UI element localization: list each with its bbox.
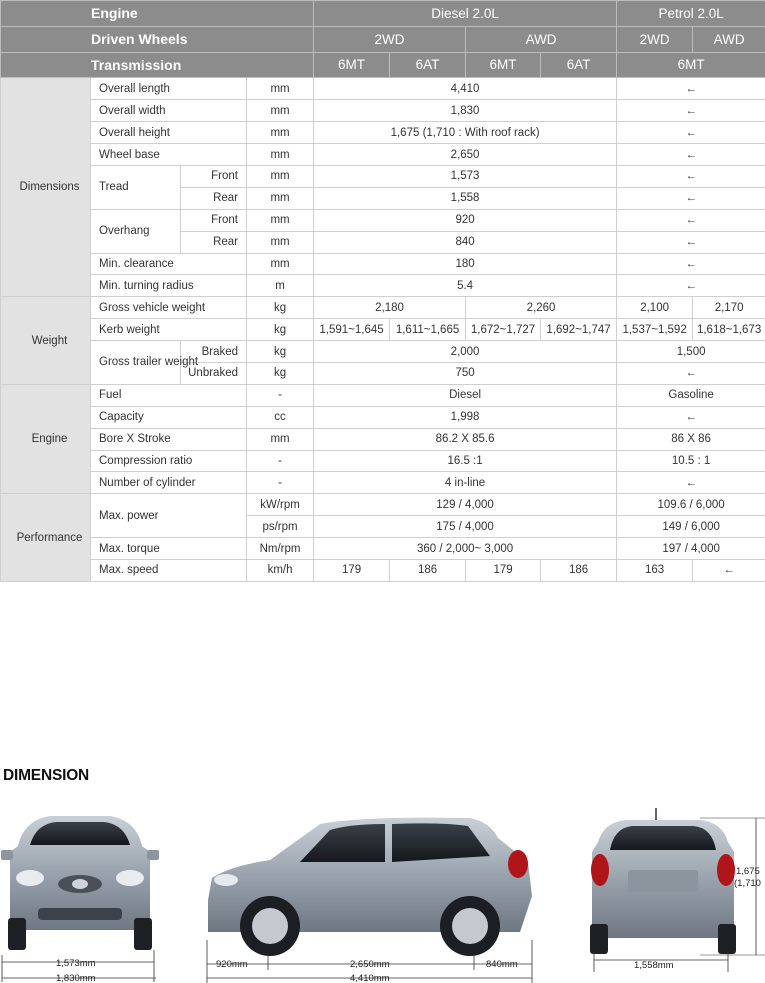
value-petrol: ← bbox=[617, 100, 765, 122]
row-unit: Nm/rpm bbox=[247, 538, 314, 560]
row-unit: mm bbox=[247, 187, 314, 209]
value-diesel: 180 bbox=[314, 253, 617, 275]
value-petrol-2wd: 2,100 bbox=[617, 297, 693, 319]
header-diesel-awd: AWD bbox=[466, 26, 617, 52]
value-diesel: 1,558 bbox=[314, 187, 617, 209]
row-label: Overall width bbox=[91, 100, 247, 122]
row-label: Kerb weight bbox=[91, 319, 247, 341]
header-petrol: Petrol 2.0L bbox=[617, 1, 765, 27]
row-label: Number of cylinder bbox=[91, 472, 247, 494]
row-unit: mm bbox=[247, 253, 314, 275]
row-unit: kg bbox=[247, 362, 314, 384]
group-engine: Engine bbox=[1, 384, 91, 493]
row-unit: kg bbox=[247, 319, 314, 341]
header-trans-3: 6MT bbox=[466, 52, 541, 78]
row-label: Overall length bbox=[91, 78, 247, 100]
row-unit: mm bbox=[247, 144, 314, 166]
row-unit: - bbox=[247, 450, 314, 472]
value-cell: 163 bbox=[617, 559, 693, 581]
row-sublabel: Front bbox=[181, 165, 247, 187]
value-petrol: ← bbox=[617, 253, 765, 275]
header-transmission-row bbox=[1, 52, 765, 78]
row-label: Max. speed bbox=[91, 559, 247, 581]
value-diesel-2wd: 2,180 bbox=[314, 297, 466, 319]
rear-height-label: 1,675 bbox=[736, 866, 760, 877]
value-cell: 1,692~1,747 bbox=[541, 319, 617, 341]
header-petrol-2wd: 2WD bbox=[617, 26, 693, 52]
row-label: Max. power bbox=[91, 494, 247, 538]
value-cell: 186 bbox=[541, 559, 617, 581]
value-cell: 1,591~1,645 bbox=[314, 319, 390, 341]
row-label: Fuel bbox=[91, 384, 247, 406]
row-sublabel: Braked bbox=[181, 341, 247, 363]
side-rear-overhang-label: 840mm bbox=[486, 959, 518, 970]
header-trans-1: 6MT bbox=[314, 52, 390, 78]
header-trans-4: 6AT bbox=[541, 52, 617, 78]
header-trans-2: 6AT bbox=[390, 52, 466, 78]
value-petrol: ← bbox=[617, 209, 765, 231]
value-diesel: 1,830 bbox=[314, 100, 617, 122]
value-cell: 1,537~1,592 bbox=[617, 319, 693, 341]
value-diesel: 840 bbox=[314, 231, 617, 253]
group-performance: Performance bbox=[1, 494, 91, 582]
header-engine-label: Engine bbox=[1, 1, 314, 27]
value-cell: ← bbox=[693, 559, 765, 581]
row-label: Gross vehicle weight bbox=[91, 297, 247, 319]
header-diesel-2wd: 2WD bbox=[314, 26, 466, 52]
row-unit: - bbox=[247, 384, 314, 406]
row-unit: mm bbox=[247, 100, 314, 122]
value-petrol: 197 / 4,000 bbox=[617, 538, 765, 560]
row-unit: mm bbox=[247, 209, 314, 231]
row-label: Overall height bbox=[91, 122, 247, 144]
row-label: Bore X Stroke bbox=[91, 428, 247, 450]
value-petrol: 10.5 : 1 bbox=[617, 450, 765, 472]
row-unit: mm bbox=[247, 122, 314, 144]
value-petrol: 1,500 bbox=[617, 341, 765, 363]
value-petrol: ← bbox=[617, 122, 765, 144]
value-petrol-awd: 2,170 bbox=[693, 297, 765, 319]
header-trans-5: 6MT bbox=[617, 52, 765, 78]
row-unit: mm bbox=[247, 428, 314, 450]
value-petrol: ← bbox=[617, 231, 765, 253]
value-diesel: 750 bbox=[314, 362, 617, 384]
value-diesel: 4 in-line bbox=[314, 472, 617, 494]
row-label: Min. clearance bbox=[91, 253, 247, 275]
rear-height-rack-label: (1,710 bbox=[734, 878, 761, 889]
row-label: Capacity bbox=[91, 406, 247, 428]
table-row bbox=[1, 209, 765, 231]
header-driven-row bbox=[1, 26, 765, 52]
table-row bbox=[1, 122, 765, 144]
table-row bbox=[1, 450, 765, 472]
front-dimension-lines bbox=[2, 950, 156, 983]
row-sublabel: Rear bbox=[181, 187, 247, 209]
row-unit: mm bbox=[247, 231, 314, 253]
row-sublabel: Front bbox=[181, 209, 247, 231]
side-length-label: 4,410mm bbox=[350, 973, 390, 983]
value-petrol: Gasoline bbox=[617, 384, 765, 406]
group-weight: Weight bbox=[1, 297, 91, 385]
header-transmission-label: Transmission bbox=[1, 52, 314, 78]
value-petrol: ← bbox=[617, 472, 765, 494]
value-cell: 1,611~1,665 bbox=[390, 319, 466, 341]
value-cell: 186 bbox=[390, 559, 466, 581]
value-diesel: 16.5 :1 bbox=[314, 450, 617, 472]
table-row bbox=[1, 341, 765, 363]
row-unit: m bbox=[247, 275, 314, 297]
rear-tread-label: 1,558mm bbox=[634, 960, 674, 971]
value-petrol: 149 / 6,000 bbox=[617, 516, 765, 538]
side-wheelbase-label: 2,650mm bbox=[350, 959, 390, 970]
table-row bbox=[1, 472, 765, 494]
value-petrol: 109.6 / 6,000 bbox=[617, 494, 765, 516]
car-rear-view bbox=[590, 808, 736, 954]
table-row bbox=[1, 538, 765, 560]
table-row bbox=[1, 100, 765, 122]
value-diesel: Diesel bbox=[314, 384, 617, 406]
row-unit: kg bbox=[247, 341, 314, 363]
header-petrol-awd: AWD bbox=[693, 26, 765, 52]
row-sublabel: Rear bbox=[181, 231, 247, 253]
group-dimensions: Dimensions bbox=[1, 78, 91, 297]
value-petrol: ← bbox=[617, 187, 765, 209]
table-row bbox=[1, 559, 765, 581]
dimension-title: DIMENSION bbox=[3, 767, 90, 784]
row-label: Compression ratio bbox=[91, 450, 247, 472]
value-diesel: 2,650 bbox=[314, 144, 617, 166]
side-front-overhang-label: 920mm bbox=[216, 959, 248, 970]
value-diesel-awd: 2,260 bbox=[466, 297, 617, 319]
table-row bbox=[1, 144, 765, 166]
table-row bbox=[1, 165, 765, 187]
value-petrol: ← bbox=[617, 275, 765, 297]
row-label: Overhang bbox=[91, 209, 181, 253]
value-diesel: 129 / 4,000 bbox=[314, 494, 617, 516]
value-diesel: 360 / 2,000~ 3,000 bbox=[314, 538, 617, 560]
row-unit: - bbox=[247, 472, 314, 494]
value-diesel: 175 / 4,000 bbox=[314, 516, 617, 538]
table-row bbox=[1, 253, 765, 275]
value-diesel: 2,000 bbox=[314, 341, 617, 363]
table-row bbox=[1, 319, 765, 341]
value-diesel: 1,998 bbox=[314, 406, 617, 428]
value-diesel: 4,410 bbox=[314, 78, 617, 100]
row-label: Min. turning radius bbox=[91, 275, 247, 297]
row-label: Wheel base bbox=[91, 144, 247, 166]
value-petrol: ← bbox=[617, 362, 765, 384]
value-cell: 1,618~1,673 bbox=[693, 319, 765, 341]
row-label: Tread bbox=[91, 165, 181, 209]
row-unit: mm bbox=[247, 78, 314, 100]
table-row bbox=[1, 78, 765, 100]
car-front-view bbox=[1, 816, 159, 950]
value-petrol: ← bbox=[617, 406, 765, 428]
row-label: Max. torque bbox=[91, 538, 247, 560]
row-sublabel: Unbraked bbox=[181, 362, 247, 384]
row-unit: km/h bbox=[247, 559, 314, 581]
value-diesel: 5.4 bbox=[314, 275, 617, 297]
value-petrol: ← bbox=[617, 78, 765, 100]
header-diesel: Diesel 2.0L bbox=[314, 1, 617, 27]
row-label: Gross trailer weight bbox=[91, 341, 181, 385]
row-unit: kg bbox=[247, 297, 314, 319]
value-cell: 179 bbox=[466, 559, 541, 581]
row-unit: mm bbox=[247, 165, 314, 187]
value-petrol: ← bbox=[617, 144, 765, 166]
row-unit: cc bbox=[247, 406, 314, 428]
header-engine-row bbox=[1, 1, 765, 27]
front-tread-label: 1,573mm bbox=[56, 958, 96, 969]
value-cell: 179 bbox=[314, 559, 390, 581]
value-diesel: 1,573 bbox=[314, 165, 617, 187]
value-diesel: 86.2 X 85.6 bbox=[314, 428, 617, 450]
front-width-label: 1,830mm bbox=[56, 973, 96, 983]
table-row bbox=[1, 428, 765, 450]
value-petrol: ← bbox=[617, 165, 765, 187]
header-driven-label: Driven Wheels bbox=[1, 26, 314, 52]
value-petrol: 86 X 86 bbox=[617, 428, 765, 450]
car-side-view bbox=[208, 818, 532, 956]
table-row bbox=[1, 297, 765, 319]
table-row bbox=[1, 494, 765, 516]
table-row bbox=[1, 275, 765, 297]
dimension-drawings bbox=[0, 800, 765, 983]
table-row bbox=[1, 406, 765, 428]
value-cell: 1,672~1,727 bbox=[466, 319, 541, 341]
row-unit: ps/rpm bbox=[247, 516, 314, 538]
value-diesel: 920 bbox=[314, 209, 617, 231]
row-unit: kW/rpm bbox=[247, 494, 314, 516]
value-diesel: 1,675 (1,710 : With roof rack) bbox=[314, 122, 617, 144]
table-row bbox=[1, 384, 765, 406]
